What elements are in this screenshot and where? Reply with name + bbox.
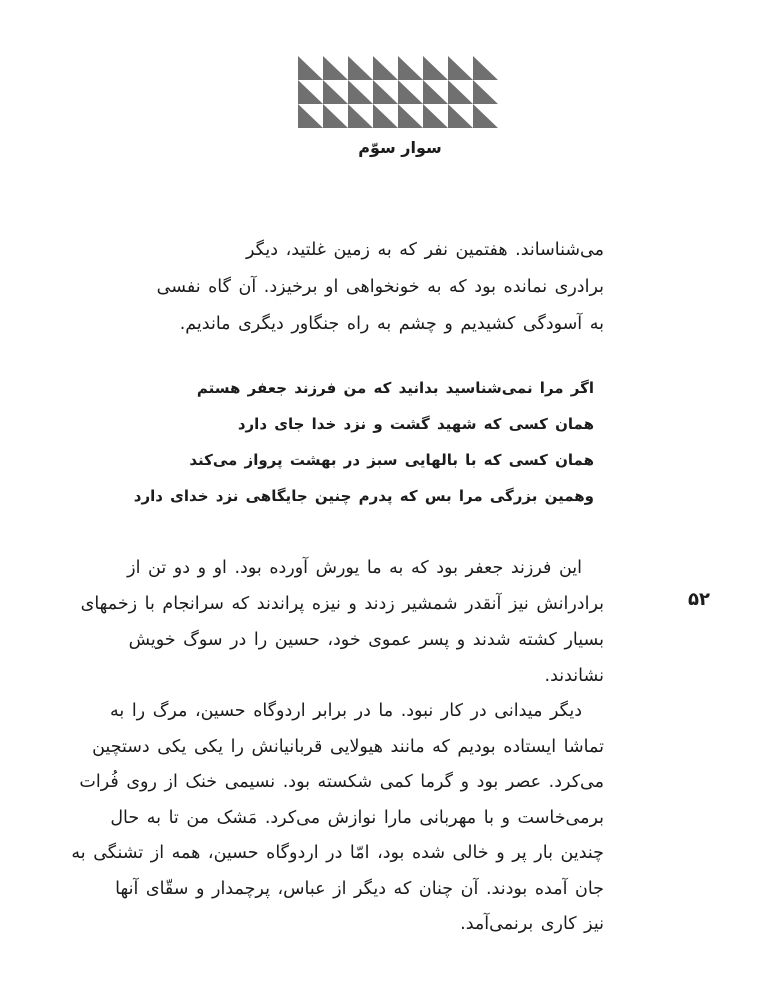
text-line: نشاندند.	[544, 666, 604, 686]
page-number: ۵۲	[688, 589, 710, 610]
text-line: برادرانش نیز آنقدر شمشیر زدند و نیزه پراندند که سرانجام با زخمهای	[80, 594, 604, 614]
poem-verses	[133, 370, 594, 514]
poem-verse: همان کسی که با بالهایی سبز در بهشت پرواز می‌کند	[189, 451, 594, 469]
text-line: چندین بار پر و خالی شده بود، امّا در اردوگاه حسین، همه از تشنگی به	[71, 843, 604, 863]
paragraph-jafar-son	[80, 550, 604, 694]
text-line: به آسودگی کشیدیم و چشم به راه جنگاور دیگری ماندیم.	[179, 314, 604, 334]
text-line: بسیار کشته شدند و پسر عموی خود، حسین را در سوگ خویش	[128, 630, 604, 650]
text-line: دیگر میدانی در کار نبود. ما در برابر اردوگاه حسین، مرگ را به	[110, 701, 582, 721]
decorative-triangle-pattern-icon	[298, 56, 498, 128]
text-line: می‌کرد. عصر بود و گرما کمی شکسته بود. نسیمی خنک از روی فُرات	[79, 772, 604, 792]
paragraph-battlefield	[71, 694, 604, 943]
text-line: جان آمده بودند. آن چنان که دیگر از عباس، پرچمدار و سقّای آنها	[115, 878, 604, 899]
text-line: تماشا ایستاده بودیم که مانند هیولایی قربانیانش را یکی یکی دستچین	[92, 736, 604, 757]
text-line: می‌شناساند. هفتمین نفر که به زمین غلتید، دیگر	[246, 240, 604, 260]
poem-verse: همان کسی که شهید گشت و نزد خدا جای دارد	[237, 415, 594, 433]
text-line: این فرزند جعفر بود که به ما یورش آورده بود. او و دو تن از	[127, 558, 582, 578]
poem-verse: وهمین بزرگی مرا بس که پدرم چنین جایگاهی نزد خدای دارد	[133, 487, 594, 505]
paragraph-continuation	[156, 232, 604, 343]
text-line: برادری نمانده بود که به خونخواهی او برخیزد. آن گاه نفسی	[156, 277, 604, 297]
text-line: برمی‌خاست و با مهربانی مارا نوازش می‌کرد. مَشک من تا به حال	[110, 807, 604, 828]
poem-verse: اگر مرا نمی‌شناسید بدانید که من فرزند جعفر هستم	[196, 379, 594, 397]
text-line: نیز کاری برنمی‌آمد.	[460, 914, 604, 934]
chapter-title: سوار سوّم	[358, 138, 442, 157]
